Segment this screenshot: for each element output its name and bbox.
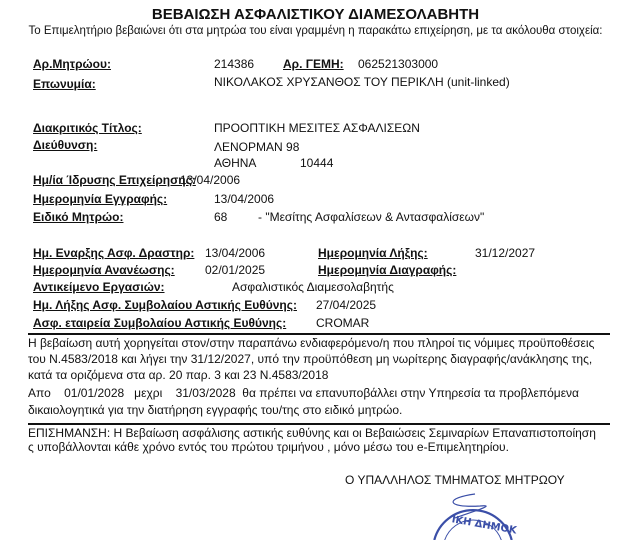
note-line: ΕΠΙΣΗΜΑΝΣΗ: Η Βεβαίωση ασφάλισης αστικής ευθύνης και οι Βεβαιώσεις Σεμιναρίων Επαναπιστοποίηση (28, 426, 596, 440)
liability-insurer-label: Ασφ. εταιρεία Συμβολαίου Αστικής Ευθύνης: (33, 316, 287, 330)
special-registry-code: 68 (214, 210, 228, 224)
activity-start-label: Ημ. Εναρξης Ασφ. Δραστηρ: (33, 246, 195, 260)
activity-start-value: 13/04/2006 (205, 246, 266, 260)
official-seal-stamp (405, 488, 525, 540)
trade-title-label: Διακριτικός Τίτλος: (33, 121, 142, 135)
document-title: ΒΕΒΑΙΩΣΗ ΑΣΦΑΛΙΣΤΙΚΟΥ ΔΙΑΜΕΣΟΛΑΒΗΤΗ (151, 6, 480, 23)
note-line: ς υποβάλλονται κάθε χρόνο εντός του πρώτου τριμήνου , μόνο μέσω του e-Επιμελητηρίου. (28, 440, 509, 454)
liability-expiry-label: Ημ. Λήξης Ασφ. Συμβολαίου Αστικής Ευθύνης: (33, 298, 297, 312)
name-label: Επωνυμία: (33, 77, 96, 91)
trade-title-value: ΠΡΟΟΠΤΙΚΗ ΜΕΣΙΤΕΣ ΑΣΦΑΛΙΣΕΩΝ (214, 121, 420, 135)
registry-no-value: 214386 (214, 57, 255, 71)
gemi-no-value: 062521303000 (358, 57, 439, 71)
registration-date-value: 13/04/2006 (214, 192, 275, 206)
registration-date-label: Ημερομηνία Εγγραφής: (33, 192, 168, 206)
divider (28, 333, 610, 335)
registry-no-label: Αρ.Μητρώου: (33, 57, 111, 71)
deletion-date-label: Ημερομηνία Διαγραφής: (318, 263, 457, 277)
divider (28, 423, 610, 425)
special-registry-label: Ειδικό Μητρώο: (33, 210, 124, 224)
expiry-date-value: 31/12/2027 (475, 246, 536, 260)
address-label: Διεύθυνση: (33, 138, 98, 152)
signature-title: Ο ΥΠΑΛΛΗΛΟΣ ΤΜΗΜΑΤΟΣ ΜΗΤΡΩΟΥ (345, 473, 565, 487)
document-subtitle: Το Επιμελητήριο βεβαιώνει ότι στα μητρώα του είναι γραμμένη η παρακάτω επιχείρηση, με τα ακόλουθα στοιχεία: (28, 25, 603, 37)
address-city: ΑΘΗΝΑ (214, 156, 257, 170)
activity-label: Αντικείμενο Εργασιών: (33, 280, 165, 294)
address-postal-code: 10444 (300, 156, 334, 170)
expiry-date-label: Ημερομηνία Λήξης: (318, 246, 428, 260)
founding-date-value: 13/04/2006 (180, 173, 241, 187)
paragraph-line: κατά τα οριζόμενα στα αρ. 20 παρ. 3 και 23 Ν.4583/2018 (28, 368, 329, 382)
special-registry-value: - "Μεσίτης Ασφαλίσεων & Αντασφαλίσεων" (258, 210, 485, 224)
gemi-no-label: Αρ. ΓΕΜΗ: (283, 57, 344, 71)
paragraph-line: Απο 01/01/2028 μεχρι 31/03/2028 θα πρέπει να επανυποβάλλει στην Υπηρεσία τα προβλεπόμενα (28, 386, 579, 400)
renewal-date-value: 02/01/2025 (205, 263, 266, 277)
address-street: ΛΕΝΟΡΜΑΝ 98 (214, 140, 300, 154)
paragraph-line: Η βεβαίωση αυτή χορηγείται στον/στην παραπάνω ενδιαφερόμενο/η που πληροί τις νόμιμες προϋποθέσεις (28, 336, 595, 350)
renewal-date-label: Ημερομηνία Ανανέωσης: (33, 263, 175, 277)
liability-insurer-value: CROMAR (316, 316, 370, 330)
liability-expiry-value: 27/04/2025 (316, 298, 377, 312)
paragraph-line: του Ν.4583/2018 και λήγει την 31/12/2027, υπό την προϋπόθεση μη νωρίτερης διαγραφής/ανάκλησης της, (28, 352, 593, 366)
svg-text:ΙΚΗ ΔΗΜΟΚ: ΙΚΗ ΔΗΜΟΚ (450, 514, 518, 537)
founding-date-label: Ημ/ία Ίδρυσης Επιχείρησης: (33, 173, 196, 187)
activity-value: Ασφαλιστικός Διαμεσολαβητής (232, 280, 394, 294)
paragraph-line: δικαιολογητικά για την διατήρηση εγγραφής του/της στο ειδικό μητρώο. (28, 403, 403, 417)
name-value: ΝΙΚΟΛΑΚΟΣ ΧΡΥΣΑΝΘΟΣ ΤΟΥ ΠΕΡΙΚΛΗ (unit-linked) (214, 75, 510, 89)
